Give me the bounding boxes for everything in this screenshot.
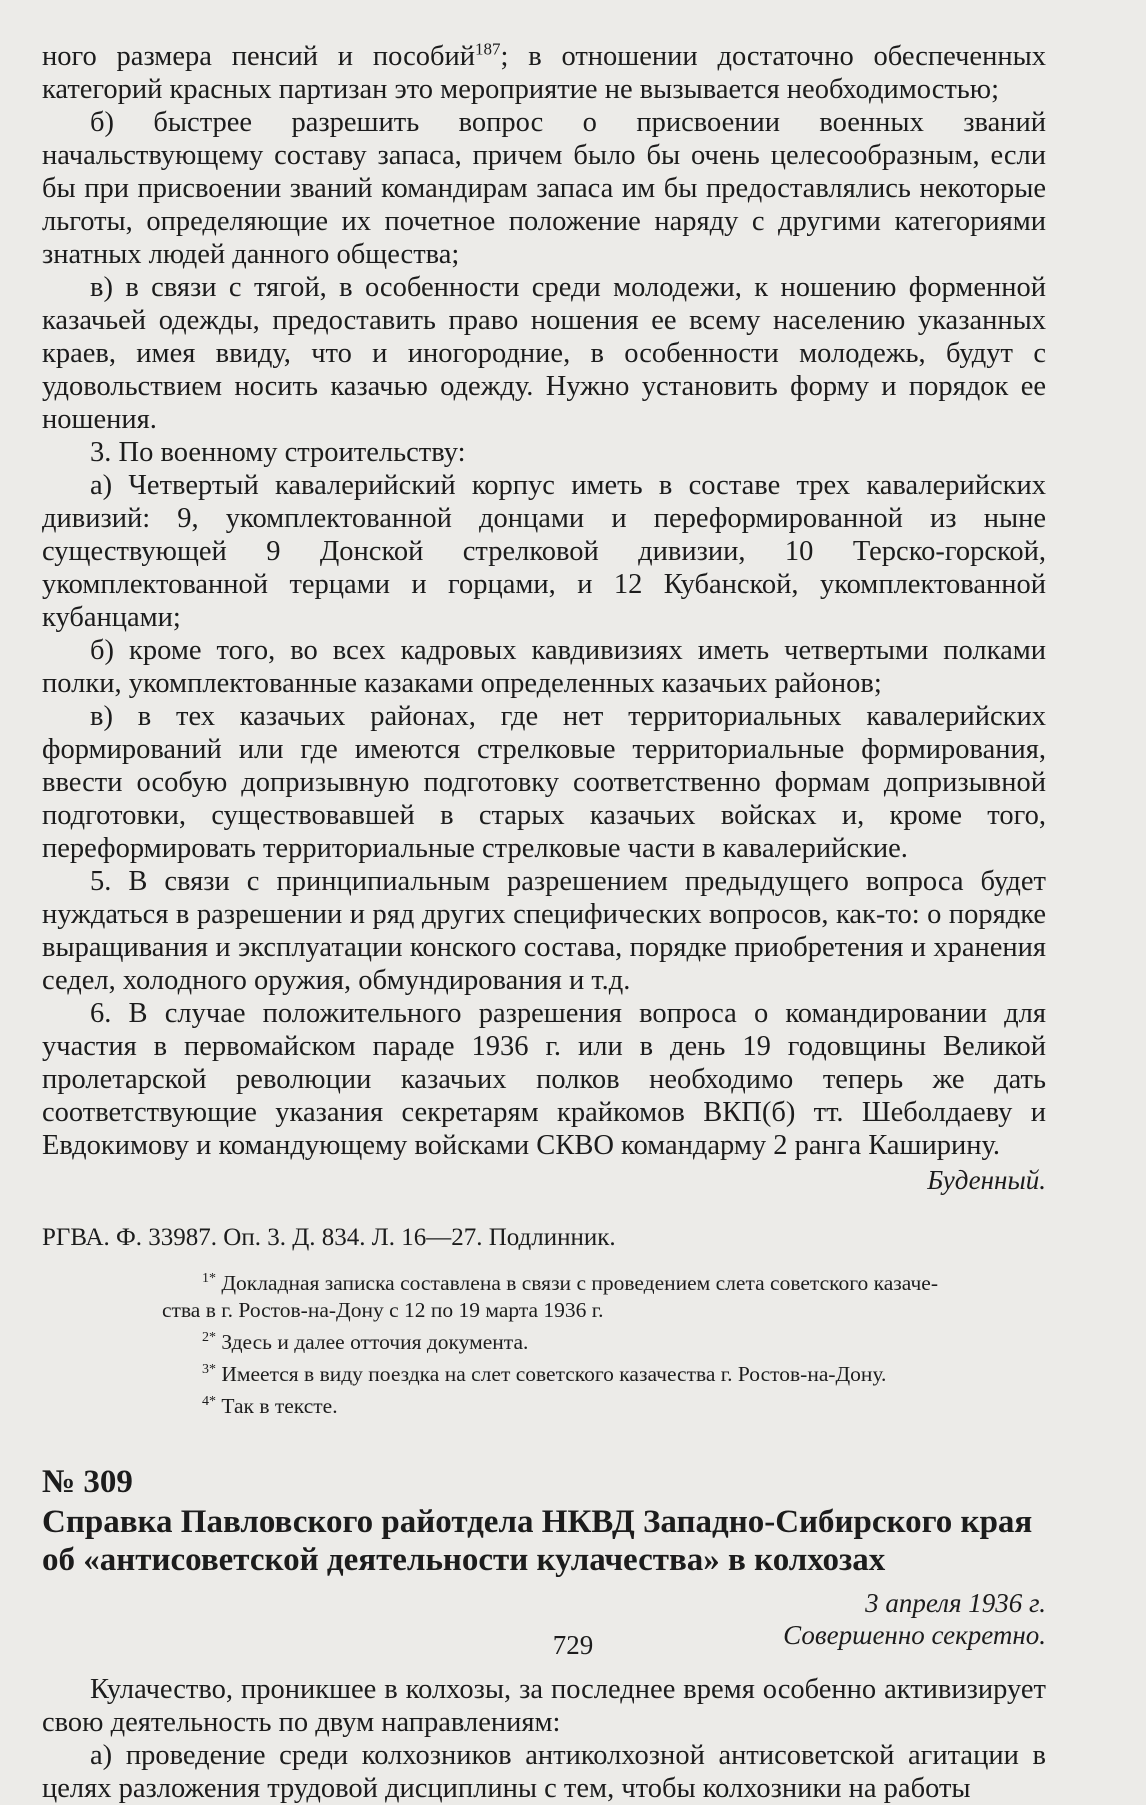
footnote-item: $^{2*}$ Здесь и далее отточия документа.	[202, 1330, 529, 1355]
paragraph-fourth-regiments: б) кроме того, во всех кадровых кавдивизиях иметь четвертыми полками полки, укомплектованные казаками определенных казачьих районов;	[42, 635, 1046, 699]
paragraph-horses: 5. В связи с принципиальным разрешением предыдущего вопроса будет нуждаться в разрешении и ряд других специфических вопросов, как-то: о порядке выращивания и эксплуатации конского состава, порядке приобретения и хранения седел, холодного оружия, обмундирования и т.д.	[42, 866, 1046, 996]
paragraph-uniform: в) в связи с тягой, в особенности среди молодежи, к ношению форменной казачьей одежды, предоставить право ношения ее всему населению указанных краев, имея ввиду, что и иногородние, в особенности молодежь, будут с удовольствием носить казачью одежду. Нужно установить форму и порядок ее ношения.	[42, 272, 1046, 435]
paragraph-parade: 6. В случае положительного разрешения вопроса о командировании для участия в первомайском параде 1936 г. или в день 19 годовщины Великой пролетарской революции казачьих полков необходимо теперь же дать соответствующие указания секретарям крайкомов ВКП(б) тт. Шеболдаеву и Евдокимову и командующему войсками СКВО командарму 2 ранга Каширину.	[42, 998, 1046, 1161]
paragraph-agitation: а) проведение среди колхозников антиколхозной антисоветской агитации в целях разложения трудовой дисциплины с тем, чтобы колхозники на работы	[42, 1739, 1046, 1804]
document-body	[42, 1673, 1046, 1805]
footnote-continuation: ства в г. Ростов-на-Дону с 12 по 19 марта 1936 г.	[162, 1298, 604, 1323]
footnote-item: $^{3*}$ Имеется в виду поездка на слет советского казачества г. Ростов-на-Дону.	[202, 1362, 887, 1387]
footnote-item: $^{1*}$ Докладная записка составлена в связи с проведением слета советского казаче-	[202, 1271, 938, 1296]
footnote-item: $^{4*}$ Так в тексте.	[202, 1394, 338, 1419]
document-title: Справка Павловского райотдела НКВД Западно-Сибирского края об «антисоветской деятельности кулачества» в колхозах	[42, 1503, 1033, 1578]
paragraph-kulaks: Кулачество, проникшее в колхозы, за последнее время особенно активизирует свою деятельность по двум направлениям:	[42, 1673, 1046, 1738]
document-number: № 309	[42, 1463, 133, 1500]
footnote-ref: 187	[474, 39, 501, 59]
archive-reference: РГВА. Ф. 33987. Оп. 3. Д. 834. Л. 16—27. Подлинник.	[42, 1224, 616, 1251]
main-text	[42, 40, 1046, 1162]
paragraph-training: в) в тех казачьих районах, где нет территориальных кавалерийских формирований или где имеются стрелковые территориальные формирования, ввести особую допризывную подготовку соответственно формам допризывной подготовки, существовавшей в старых казачьих войсках и, кроме того, переформировать территориальные стрелковые части в кавалерийские.	[42, 701, 1046, 864]
paragraph-pensions: ного размера пенсий и пособий$^{187}$; в отношении достаточно обеспеченных категорий красных партизан это мероприятие не вызывается необходимостью;	[42, 39, 1046, 105]
paragraph-ranks: б) быстрее разрешить вопрос о присвоении военных званий начальствующему составу запаса, причем было бы очень целесообразным, если бы при присвоении званий командирам запаса им бы предоставлялись некоторые льготы, определяющие их почетное положение наряду с другими категориями знатных людей данного общества;	[42, 107, 1046, 270]
signature: Буденный.	[927, 1165, 1046, 1195]
page-number: 729	[552, 1630, 594, 1660]
paragraph-cavalry-corps: а) Четвертый кавалерийский корпус иметь в составе трех кавалерийских дивизий: 9, укомплектованной донцами и переформированной из ныне существующей 9 Донской стрелковой дивизии, 10 Терско-горской, укомплектованной терцами и горцами, и 12 Кубанской, укомплектованной кубанцами;	[42, 470, 1046, 633]
document-date: 3 апреля 1936 г.	[865, 1587, 1046, 1618]
classification-stamp: Совершенно секретно.	[783, 1619, 1046, 1650]
paragraph-military-heading: 3. По военному строительству:	[90, 437, 466, 468]
footnotes	[42, 1265, 1046, 1421]
